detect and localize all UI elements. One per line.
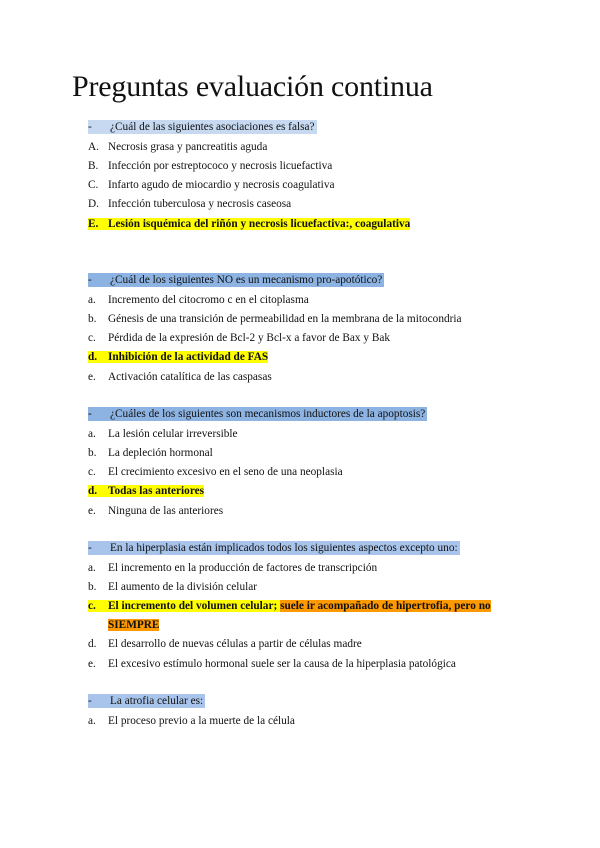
bullet: - — [88, 695, 92, 707]
option-2d-correct: d. Inhibición de la actividad de FAS — [88, 351, 269, 363]
question-text: ¿Cuáles de los siguientes son mecanismos inductores de la apoptosis? — [110, 408, 426, 420]
bullet: - — [88, 408, 92, 420]
bullet: - — [88, 542, 92, 554]
option-5a: a. El proceso previo a la muerte de la célula — [88, 715, 295, 727]
option-2e: e. Activación catalítica de las caspasas — [88, 371, 272, 383]
option-1e-correct: E. Lesión isquémica del riñón y necrosis licuefactiva:, coagulativa — [88, 218, 411, 230]
bullet: - — [88, 274, 92, 286]
option-3b: b. La depleción hormonal — [88, 447, 213, 459]
question-1 — [88, 120, 317, 134]
bullet: - — [88, 121, 92, 133]
answer-note-continued: SIEMPRE — [108, 619, 160, 631]
option-4e: e. El excesivo estímulo hormonal suele ser la causa de la hiperplasia patológica — [88, 658, 456, 670]
page-title: Preguntas evaluación continua — [72, 70, 433, 103]
option-4c-correct: c. El incremento del volumen celular; suele ir acompañado de hipertrofia, pero no — [88, 600, 491, 612]
option-2b: b. Génesis de una transición de permeabilidad en la membrana de la mitocondria — [88, 313, 462, 325]
option-3d-correct: d. Todas las anteriores — [88, 485, 205, 497]
question-text: La atrofia celular es: — [110, 695, 204, 707]
question-5 — [88, 694, 205, 708]
option-1a: A. Necrosis grasa y pancreatitis aguda — [88, 141, 268, 153]
option-4b: b. El aumento de la división celular — [88, 581, 258, 593]
option-1c: C. Infarto agudo de miocardio y necrosis coagulativa — [88, 179, 335, 191]
option-3c: c. El crecimiento excesivo en el seno de una neoplasia — [88, 466, 343, 478]
option-4d: d. El desarrollo de nuevas células a partir de células madre — [88, 638, 362, 650]
option-1b: B. Infección por estreptococo y necrosis licuefactiva — [88, 160, 333, 172]
option-3a: a. La lesión celular irreversible — [88, 428, 238, 440]
question-2 — [88, 273, 384, 287]
option-4a: a. El incremento en la producción de factores de transcripción — [88, 562, 378, 574]
question-text: En la hiperplasia están implicados todos los siguientes aspectos excepto uno: — [110, 542, 458, 554]
question-text: ¿Cuál de los siguientes NO es un mecanismo pro-apotótico? — [110, 274, 383, 286]
option-2a: a. Incremento del citocromo c en el citoplasma — [88, 294, 309, 306]
question-4 — [88, 541, 460, 555]
answer-note: suele ir acompañado de hipertrofia, pero no — [280, 600, 491, 612]
question-3 — [88, 407, 427, 421]
option-2c: c. Pérdida de la expresión de Bcl-2 y Bcl-x a favor de Bax y Bak — [88, 332, 391, 344]
option-3e: e. Ninguna de las anteriores — [88, 505, 224, 517]
question-text: ¿Cuál de las siguientes asociaciones es falsa? — [110, 121, 315, 133]
option-1d: D. Infección tuberculosa y necrosis caseosa — [88, 198, 292, 210]
